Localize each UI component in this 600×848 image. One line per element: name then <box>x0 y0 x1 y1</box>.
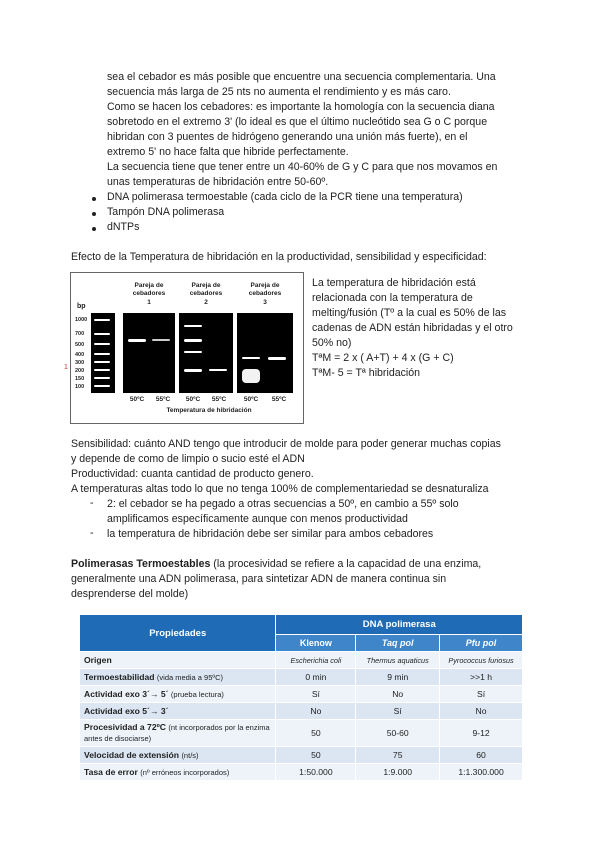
pair-label: Pareja de cebadores <box>132 282 166 297</box>
text-line: La temperatura de hibridación está <box>312 277 476 289</box>
prop-header: Propiedades <box>80 615 276 652</box>
bp-label: bp <box>77 303 86 310</box>
text-line: y depende de como de limpio o sucio esté el ADN <box>71 453 305 465</box>
text-line: desprenderse del molde) <box>71 588 189 600</box>
gel-band <box>209 369 227 371</box>
gel-band <box>94 369 110 371</box>
row-note: (vida media a 95ºC) <box>156 673 224 682</box>
temp-label: 50ºC <box>243 396 259 403</box>
row-label <box>80 703 276 720</box>
text-line: melting/fusión (Tº a la cual es 50% de las <box>312 307 507 319</box>
gel-band <box>94 333 110 335</box>
text-line: unas temperaturas de hibridación entre 50-60º. <box>107 176 329 188</box>
row-label <box>80 764 276 781</box>
table-cell: Thermus aquaticus <box>356 652 440 669</box>
dash-icon: - <box>90 527 94 539</box>
table-cell: 50 <box>276 720 356 747</box>
gel-band <box>94 343 110 345</box>
text-line: hibridan con 3 puentes de hidrógeno generando una unión más fuerte), en el <box>107 131 468 143</box>
text-line: sobretodo en el extremo 3' (lo ideal es que el último nucleótido sea G o C porque <box>107 116 488 128</box>
table-cell: 75 <box>356 747 440 764</box>
table-cell: Sí <box>356 703 440 720</box>
table-row <box>80 720 523 747</box>
table-row <box>80 747 523 764</box>
table-cell: 1:9.000 <box>356 764 440 781</box>
text-line: 50% no) <box>312 337 352 349</box>
ladder-label: 200 <box>75 368 85 374</box>
column-header: Taq pol <box>356 635 440 652</box>
gel-band <box>242 369 260 383</box>
temp-label: 50ºC <box>129 396 145 403</box>
temp-label: 55ºC <box>155 396 171 403</box>
text-line: relacionada con la temperatura de <box>312 292 473 304</box>
figure-xlabel: Temperatura de hibridación <box>166 407 252 414</box>
ladder-lane <box>91 313 115 393</box>
gel-band <box>94 319 110 321</box>
ladder-label: 1000 <box>75 317 88 323</box>
table-row <box>80 669 523 686</box>
temp-label: 50ºC <box>185 396 201 403</box>
gel-band <box>94 385 110 387</box>
list-item: 2: el cebador se ha pegado a otras secuencias a 50º, en cambio a 55º solo <box>107 498 459 510</box>
temp-label: 55ºC <box>271 396 287 403</box>
gel-band <box>184 351 202 353</box>
row-label <box>80 652 276 669</box>
pair-number: 3 <box>263 299 267 306</box>
text-line: La secuencia tiene que tener entre un 40-60% de G y C para que nos movamos en <box>107 161 498 173</box>
text-line: sea el cebador es más posible que encuentre una secuencia complementaria. Una <box>107 71 496 83</box>
table-cell: Sí <box>440 686 523 703</box>
row-label-text: Velocidad de extensión <box>84 750 180 760</box>
ladder-label: 500 <box>75 342 85 348</box>
table-cell: 0 min <box>276 669 356 686</box>
effect-heading: Efecto de la Temperatura de hibridación en la productividad, sensibilidad y especificidad: <box>71 251 487 263</box>
polimerasas-text: (la procesividad se refiere a la capacidad de una enzima, <box>210 558 482 570</box>
polymerase-table <box>79 614 523 781</box>
pair-number: 2 <box>204 299 208 306</box>
table-cell: No <box>356 686 440 703</box>
table-row <box>80 686 523 703</box>
table-cell: Pyrococcus furiosus <box>440 652 523 669</box>
list-item: Tampón DNA polimerasa <box>107 206 225 218</box>
temp-label: 55ºC <box>211 396 227 403</box>
text-line: generalmente una ADN polimerasa, para sintetizar ADN de manera continua sin <box>71 573 447 585</box>
row-label-text: Actividad exo 5´→ 3´ <box>84 706 169 716</box>
gel-lane-3 <box>237 313 293 393</box>
gel-band <box>242 357 260 359</box>
table-cell: No <box>276 703 356 720</box>
ladder-label: 150 <box>75 376 85 382</box>
row-label <box>80 720 276 747</box>
text-line: cadenas de ADN están hibridadas y el otro <box>312 322 513 334</box>
ladder-label: 700 <box>75 331 85 337</box>
column-header: Pfu pol <box>440 635 523 652</box>
text-line: extremo 5' no hace falta que hibride perfectamente. <box>107 146 349 158</box>
list-item: DNA polimerasa termoestable (cada ciclo de la PCR tiene una temperatura) <box>107 191 463 203</box>
row-label <box>80 686 276 703</box>
gel-lane-2 <box>179 313 233 393</box>
gel-lane-1 <box>123 313 175 393</box>
formula-line: TªM = 2 x ( A+T) + 4 x (G + C) <box>312 352 454 364</box>
table-cell: Sí <box>276 686 356 703</box>
text-line: A temperaturas altas todo lo que no tenga 100% de complementariedad se desnaturaliza <box>71 483 489 495</box>
list-item: dNTPs <box>107 221 140 233</box>
gel-band <box>94 361 110 363</box>
table-row <box>80 764 523 781</box>
table-cell: 60 <box>440 747 523 764</box>
bullet-icon <box>92 227 96 231</box>
pair-label: Pareja de cebadores <box>248 282 282 297</box>
dash-icon: - <box>90 497 94 509</box>
table-cell: 50 <box>276 747 356 764</box>
table-cell: 50-60 <box>356 720 440 747</box>
table-cell: 1:1.300.000 <box>440 764 523 781</box>
text-line: secuencia más larga de 25 nts no aumenta el rendimiento y es más caro. <box>107 86 451 98</box>
gel-figure <box>70 272 304 424</box>
table-row <box>80 703 523 720</box>
gel-band <box>94 377 110 379</box>
pair-label: Pareja de cebadores <box>189 282 223 297</box>
table-row <box>80 652 523 669</box>
polimerasas-line-1 <box>71 557 481 572</box>
gel-band <box>184 325 202 327</box>
list-item: amplificamos específicamente aunque con menos productividad <box>107 513 408 525</box>
list-item: la temperatura de hibridación debe ser similar para ambos cebadores <box>107 528 434 540</box>
ladder-label: 300 <box>75 360 85 366</box>
table-cell: 1:50.000 <box>276 764 356 781</box>
row-label-text: Origen <box>84 655 112 665</box>
row-note: (nº erróneos incorporados) <box>140 768 230 777</box>
row-label-text: Procesividad a 72ºC <box>84 722 166 732</box>
side-mark: 1 <box>64 364 68 371</box>
text-line: Productividad: cuanta cantidad de producto genero. <box>71 468 314 480</box>
row-label <box>80 747 276 764</box>
row-note: (prueba lectura) <box>170 690 224 699</box>
table-cell: Escherichia coli <box>276 652 356 669</box>
pair-number: 1 <box>147 299 151 306</box>
column-header: Klenow <box>276 635 356 652</box>
row-label-text: Tasa de error <box>84 767 138 777</box>
row-label <box>80 669 276 686</box>
text-line: Sensibilidad: cuánto AND tengo que introducir de molde para poder generar muchas copias <box>71 438 501 450</box>
group-header: DNA polimerasa <box>276 615 523 635</box>
gel-band <box>94 353 110 355</box>
gel-band <box>268 357 286 360</box>
bullet-icon <box>92 212 96 216</box>
gel-band <box>184 339 202 342</box>
formula-line: TªM- 5 = Tª hibridación <box>312 367 421 379</box>
polimerasas-title: Polimerasas Termoestables <box>71 558 211 570</box>
gel-band <box>184 369 202 372</box>
bullet-icon <box>92 197 96 201</box>
row-note: (nt incorporados por la enzima antes de disociarse) <box>84 723 270 743</box>
gel-band <box>152 339 170 341</box>
text-line: Como se hacen los cebadores: es importante la homología con la secuencia diana <box>107 101 495 113</box>
row-note: (nt/s) <box>181 751 199 760</box>
ladder-label: 400 <box>75 352 85 358</box>
table-cell: 9-12 <box>440 720 523 747</box>
row-label-text: Termoestabilidad <box>84 672 155 682</box>
gel-band <box>128 339 146 342</box>
row-label-text: Actividad exo 3´→ 5´ <box>84 689 169 699</box>
ladder-label: 100 <box>75 384 85 390</box>
table-cell: >>1 h <box>440 669 523 686</box>
table-cell: No <box>440 703 523 720</box>
table-cell: 9 min <box>356 669 440 686</box>
